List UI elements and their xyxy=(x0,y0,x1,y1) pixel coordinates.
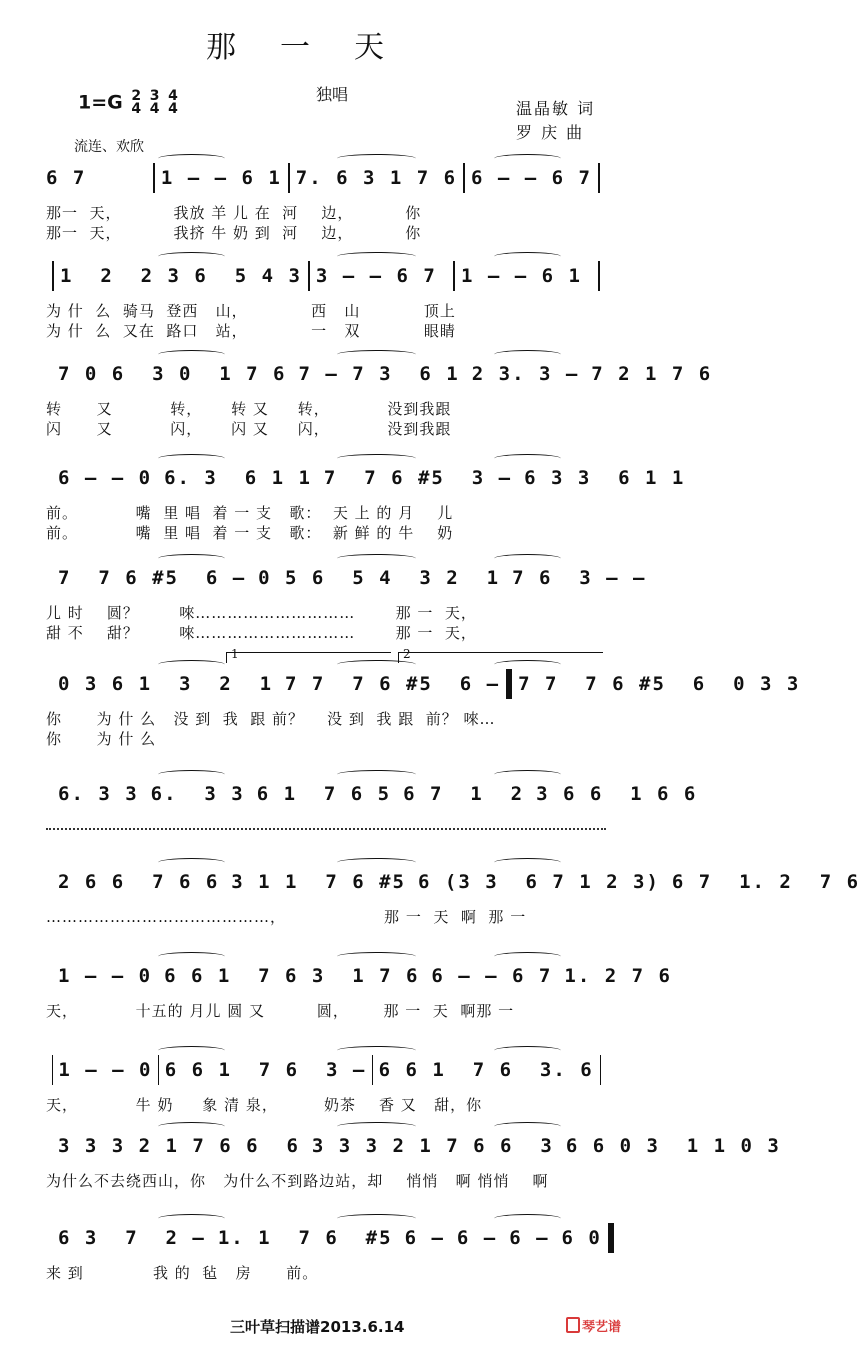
meter-3-4: 3 4 xyxy=(149,88,160,117)
measure: 6 — — 6 7 xyxy=(471,167,592,189)
lyricist-credit: 温晶敏 词 xyxy=(516,99,596,118)
slur-mark xyxy=(337,858,415,867)
measure: 7 — 7 3 6 1 xyxy=(298,363,460,385)
slur-mark xyxy=(494,770,561,779)
slur-mark xyxy=(494,1214,561,1223)
measure: 7 7 7 6 #5 6 — xyxy=(285,673,501,695)
notation-line xyxy=(46,666,801,702)
key-label: 1=G xyxy=(78,91,123,114)
measure: 7. 6 3 1 7 6 xyxy=(295,167,458,189)
meter-4-4: 4 4 xyxy=(168,88,178,117)
slur-mark xyxy=(337,952,415,961)
lyric-line: 那一 天， 我挤 牛 奶 到 河 边， 你 xyxy=(46,224,422,242)
slur-mark xyxy=(158,554,225,563)
notation-line xyxy=(46,356,713,392)
slur-mark xyxy=(158,252,225,261)
notation-line xyxy=(46,1220,606,1256)
measure: 6 7 1 2 xyxy=(403,783,525,805)
lyric-line: 为 什 么 骑马 登西 山， 西 山 顶上 xyxy=(46,302,456,320)
volta-ending: 2 xyxy=(398,652,603,663)
measure: 6 7 xyxy=(46,167,87,189)
bar-line xyxy=(463,163,465,193)
site-logo[interactable]: 琴艺谱 xyxy=(566,1316,621,1335)
measure: 6 0 xyxy=(561,1227,602,1249)
bar-line xyxy=(153,163,155,193)
measure: 6 — xyxy=(404,1227,445,1249)
slur-mark xyxy=(158,1122,225,1131)
measure: 6 6 1 7 6 3. 6 xyxy=(378,1059,594,1081)
measure: 6 — — 6 7 xyxy=(431,965,553,987)
slur-mark xyxy=(337,1214,415,1223)
slur-mark xyxy=(494,154,561,163)
slur-mark xyxy=(494,554,561,563)
slur-mark xyxy=(494,350,561,359)
scanner-credit: 三叶草扫描谱2013.6.14 xyxy=(230,1318,405,1336)
slur-mark xyxy=(337,454,415,463)
bar-line xyxy=(453,261,455,291)
notation-line xyxy=(46,776,698,812)
measure: 6 1 7 6 5 xyxy=(256,783,392,805)
continuation-dots xyxy=(46,828,606,830)
slur-mark xyxy=(158,952,225,961)
notation-line xyxy=(46,160,606,196)
slur-mark xyxy=(158,858,225,867)
notation-line xyxy=(46,958,672,994)
bar-line xyxy=(598,163,600,193)
slur-mark xyxy=(158,770,225,779)
key-signature xyxy=(78,90,178,116)
slur-mark xyxy=(337,554,415,563)
measure: 6. 3 3 xyxy=(150,783,245,805)
measure: 7 7 6 #5 3 — xyxy=(323,467,513,489)
lyric-line: 转 又 转， 转 又 转， 没到我跟 xyxy=(46,400,452,418)
measure: 6 (3 3 6 7 1 2 3) xyxy=(418,871,660,893)
bar-line xyxy=(52,261,54,291)
measure: 0 3 6 1 3 2 1 xyxy=(58,673,274,695)
measure: 2 3. 3 — xyxy=(471,363,580,385)
measure: 6. 3 6 1 1 xyxy=(164,467,312,489)
measure: 7 7 6 #5 6 — xyxy=(58,567,247,589)
measure: 6 3 3 6 1 1 xyxy=(524,467,686,489)
lyric-line: 来 到 我 的 毡 房 前。 xyxy=(46,1264,319,1282)
measure: 0 5 6 5 4 3 2 1 xyxy=(258,567,501,589)
measure: 6 3 7 2 — xyxy=(58,1227,206,1249)
slur-mark xyxy=(494,454,561,463)
tempo-marking: 流连、欢欣 xyxy=(74,139,144,155)
performance-type: 独唱 xyxy=(316,85,349,104)
slur-mark xyxy=(158,660,225,669)
notation-line xyxy=(46,1052,606,1088)
notation-line xyxy=(46,560,647,596)
lyric-line: 前。 嘴 里 唱 着 一 支 歌： 新 鲜 的 牛 奶 xyxy=(46,524,454,542)
measure: 7 0 6 3 0 1 7 6 xyxy=(58,363,287,385)
measure: 6 — — 0 xyxy=(58,467,153,489)
bar-line xyxy=(308,261,310,291)
meter-2-4: 2 4 xyxy=(131,88,142,117)
measure: 1 — — 6 1 xyxy=(460,265,582,287)
slur-mark xyxy=(337,154,415,163)
measure: 1 — — 6 1 xyxy=(160,167,282,189)
lyric-line: 甜 不 甜？ 唻………………………… 那 一 天， xyxy=(46,624,477,642)
lyric-line: 为什么不去绕西山，你 为什么不到路边站，却 悄悄 啊 悄悄 啊 xyxy=(46,1172,549,1190)
notation-line xyxy=(46,1128,781,1164)
notation-line xyxy=(46,460,686,496)
slur-mark xyxy=(494,858,561,867)
lyric-line: 你 为 什 么 没 到 我 跟 前？ 没 到 我 跟 前？ 唻… xyxy=(46,710,496,728)
lyric-line: 为 什 么 又在 路口 站， 一 双 眼睛 xyxy=(46,322,456,340)
slur-mark xyxy=(158,1046,225,1055)
lyric-line: ……………………………………， 那 一 天 啊 那 一 xyxy=(46,908,527,926)
measure: 6 7 1. 2 7 6 xyxy=(671,871,860,893)
measure: 6 6 1 7 6 3 — xyxy=(164,1059,367,1081)
lyric-line: 前。 嘴 里 唱 着 一 支 歌： 天 上 的 月 儿 xyxy=(46,504,454,522)
measure: 1 — — 0 xyxy=(58,1059,153,1081)
measure: 3 3 3 2 1 7 6 6 3 xyxy=(311,1135,554,1157)
measure: 6 — xyxy=(456,1227,498,1249)
measure: 3 1 1 7 6 #5 xyxy=(231,871,406,893)
composer-credit: 罗 庆 曲 xyxy=(516,123,585,142)
measure: 7 6 3 — — xyxy=(512,567,647,589)
measure: 1. 2 7 6 xyxy=(564,965,672,987)
volta-ending: 1 xyxy=(226,652,391,663)
slur-mark xyxy=(158,1214,225,1223)
measure: 2 6 6 7 6 6 xyxy=(58,871,220,893)
slur-mark xyxy=(337,1122,415,1131)
measure: 7 2 1 7 6 xyxy=(591,363,713,385)
measure: 3 3 3 2 1 7 6 6 6 xyxy=(58,1135,300,1157)
measure: 1 — — 0 xyxy=(58,965,153,987)
bar-line xyxy=(506,669,512,699)
lyric-line: 儿 时 圆？ 唻………………………… 那 一 天， xyxy=(46,604,477,622)
measure: 1. 1 7 6 #5 xyxy=(217,1227,393,1249)
notation-line xyxy=(46,864,860,900)
measure: 7 7 7 6 #5 6 0 3 3 xyxy=(518,673,801,695)
measure: 6 — xyxy=(509,1227,550,1249)
lyric-line: 天， 牛 奶 象 清 泉， 奶茶 香 又 甜，你 xyxy=(46,1096,483,1114)
lyric-line: 你 为 什 么 xyxy=(46,730,157,748)
slur-mark xyxy=(337,1046,415,1055)
page-title: 那一天 xyxy=(206,30,428,65)
slur-mark xyxy=(494,252,561,261)
measure: 6 6 0 3 1 1 0 3 xyxy=(565,1135,781,1157)
logo-icon xyxy=(566,1317,580,1333)
slur-mark xyxy=(158,350,225,359)
bar-line xyxy=(598,261,600,291)
slur-mark xyxy=(494,952,561,961)
slur-mark xyxy=(158,454,225,463)
measure: 6. 3 3 xyxy=(58,783,139,805)
measure: 1 2 2 3 6 5 4 3 xyxy=(60,265,302,287)
bar-line xyxy=(608,1223,614,1253)
slur-mark xyxy=(494,1046,561,1055)
notation-line xyxy=(46,258,606,294)
slur-mark xyxy=(494,1122,561,1131)
lyric-line: 那一 天， 我放 羊 儿 在 河 边， 你 xyxy=(46,204,422,222)
bar-line xyxy=(288,163,290,193)
lyric-line: 闪 又 闪， 闪 又 闪， 没到我跟 xyxy=(46,420,452,438)
measure: 3 — — 6 7 xyxy=(315,265,437,287)
slur-mark xyxy=(337,770,415,779)
slur-mark xyxy=(337,350,415,359)
measure: 3 6 6 1 6 6 xyxy=(536,783,698,805)
lyric-line: 天， 十五的 月儿 圆 又 圆， 那 一 天 啊那 一 xyxy=(46,1002,515,1020)
measure: 6 6 1 7 6 3 1 7 6 xyxy=(164,965,420,987)
slur-mark xyxy=(337,252,415,261)
slur-mark xyxy=(158,154,225,163)
